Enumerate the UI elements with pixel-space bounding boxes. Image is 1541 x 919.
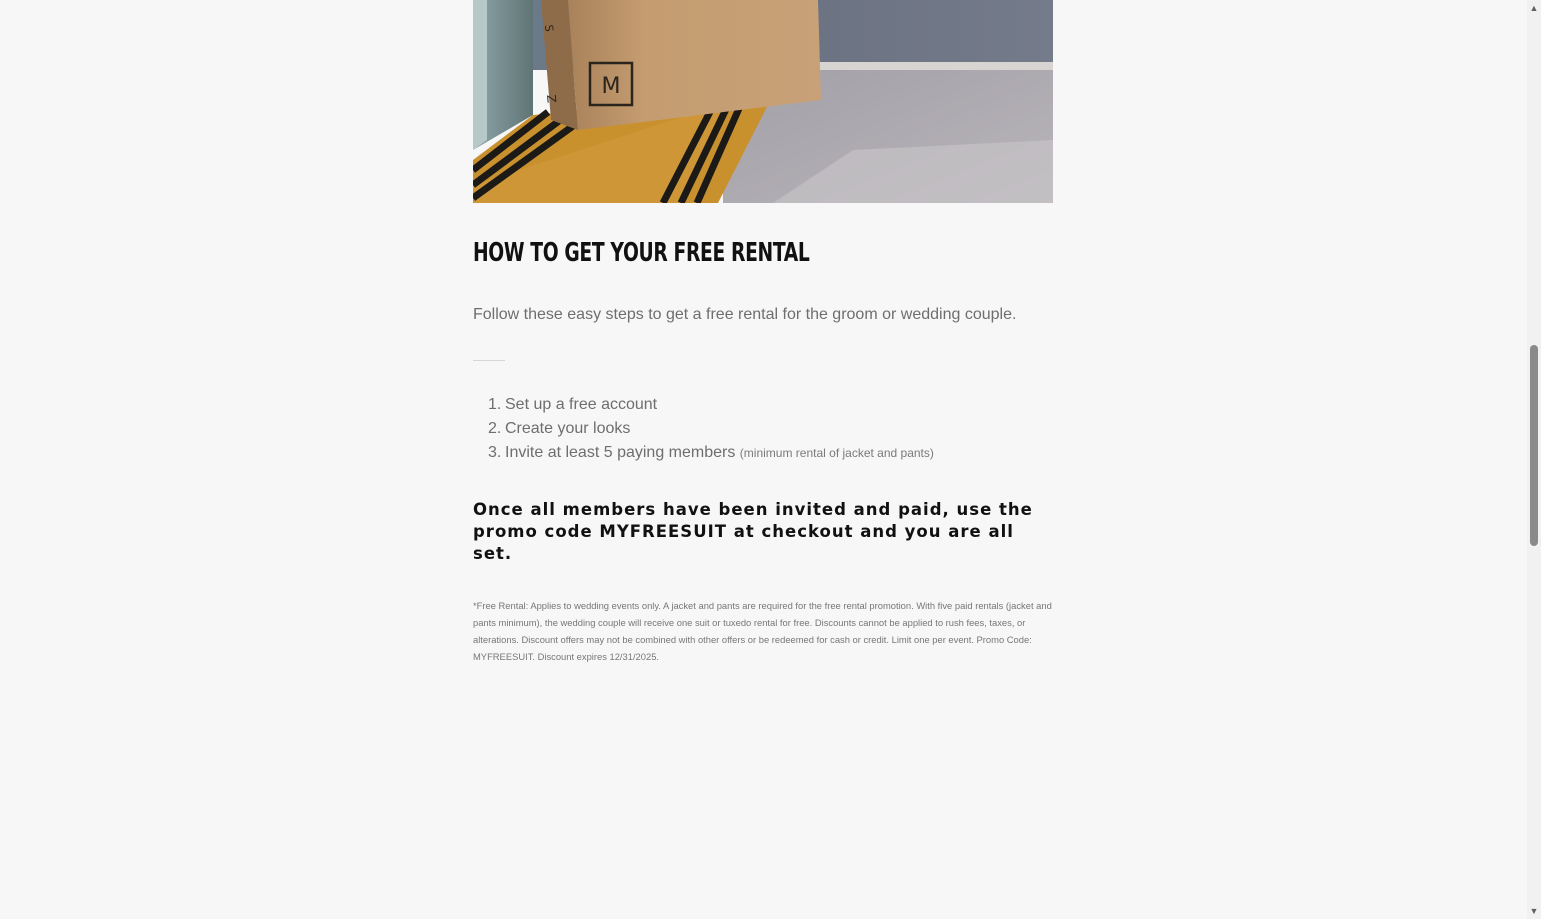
svg-text:Z: Z	[544, 94, 559, 104]
step-number: 2.	[488, 420, 502, 437]
hero-image	[473, 0, 1053, 203]
section-intro: Follow these easy steps to get a free rental for the groom or wedding couple.	[473, 306, 1017, 323]
section-title: HOW TO GET YOUR FREE RENTAL	[473, 238, 810, 268]
free-rental-section	[473, 234, 1053, 662]
steps-list	[473, 393, 934, 465]
step-note: (minimum rental of jacket and pants)	[739, 446, 934, 460]
divider	[473, 360, 505, 361]
svg-text:S: S	[542, 24, 556, 33]
list-item	[488, 441, 934, 465]
box-logo-letter: M	[601, 74, 621, 99]
fine-print: *Free Rental: Applies to wedding events only. A jacket and pants are required for the free rental promotion. With five paid rentals (jacket and pants minimum), the wedding couple will receive one suit or tuxedo rental for free. Discounts cannot be applied to rush fees, taxes, or alterations. Discount offers may not be combined with other offers or be redeemed for cash or credit. Limit one per event. Promo Code: MYFREESUIT. Discount expires 12/31/2025.	[473, 600, 1052, 662]
vertical-scrollbar[interactable]	[1527, 0, 1541, 919]
step-number: 1.	[488, 396, 502, 413]
step-text: Invite at least 5 paying members	[505, 444, 736, 461]
promo-callout: Once all members have been invited and paid, use the promo code MYFREESUIT at checkout and you are all set.	[473, 500, 1033, 563]
step-text: Set up a free account	[505, 396, 658, 413]
list-item	[488, 393, 934, 417]
scroll-up-icon[interactable]: ▲	[1529, 3, 1539, 13]
step-text: Create your looks	[505, 420, 631, 437]
scroll-thumb[interactable]	[1530, 345, 1538, 546]
scroll-down-icon[interactable]: ▼	[1529, 906, 1539, 916]
step-number: 3.	[488, 444, 502, 461]
list-item	[488, 417, 934, 441]
box-on-doormat-image	[473, 0, 1053, 203]
